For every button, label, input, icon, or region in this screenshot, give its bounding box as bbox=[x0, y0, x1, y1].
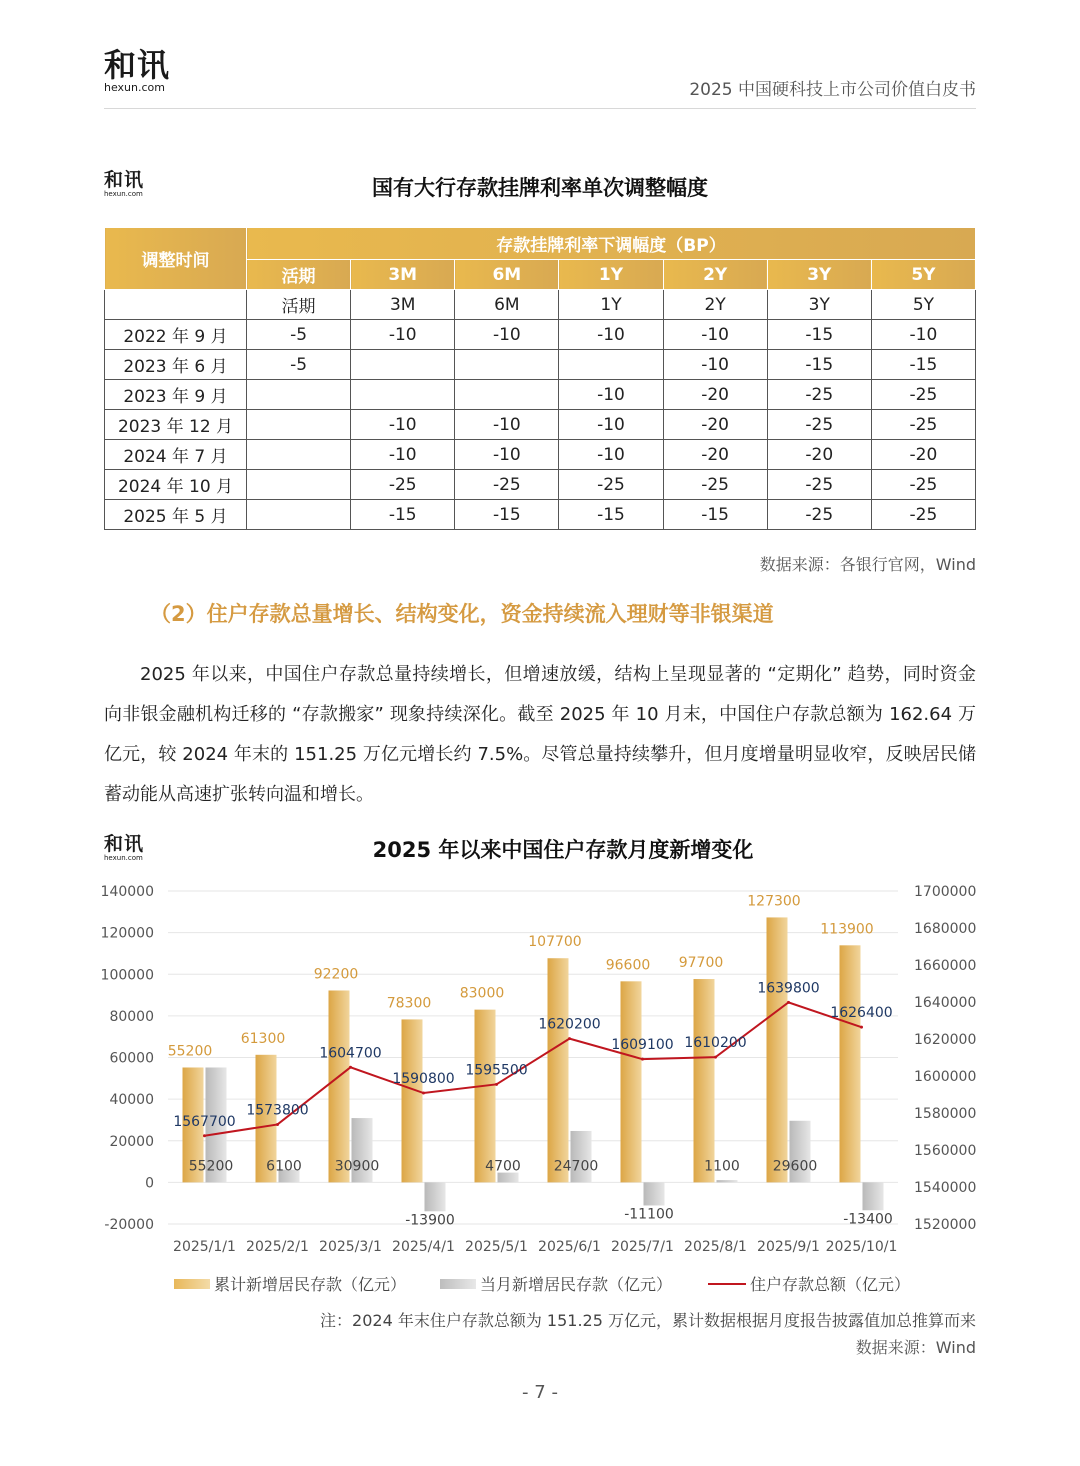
rate-cell: -15 bbox=[559, 500, 663, 530]
label-total: 1567700 bbox=[173, 1113, 236, 1130]
chart-note: 注：2024 年末住户存款总额为 151.25 万亿元，累计数据根据月度报告披露值加总推算而来 bbox=[320, 1311, 976, 1330]
label-total: 1590800 bbox=[392, 1071, 455, 1088]
label-cumulative: 96600 bbox=[605, 957, 651, 974]
right-tick-label: 1660000 bbox=[914, 958, 977, 974]
x-tick-label: 2025/3/1 bbox=[319, 1239, 382, 1255]
table-header-row bbox=[105, 228, 976, 260]
rate-cell: -25 bbox=[559, 470, 663, 500]
legend-swatch-total bbox=[708, 1283, 746, 1285]
x-tick-label: 2025/9/1 bbox=[757, 1239, 820, 1255]
label-cumulative: 97700 bbox=[678, 955, 724, 972]
header-logo bbox=[104, 48, 170, 94]
bar-cumulative bbox=[840, 945, 861, 1182]
point-total bbox=[860, 1026, 863, 1029]
point-total bbox=[568, 1037, 571, 1040]
rate-cell: -25 bbox=[351, 470, 455, 500]
rate-cell: -15 bbox=[351, 500, 455, 530]
rate-cell: -25 bbox=[767, 470, 871, 500]
bar-cumulative bbox=[694, 979, 715, 1182]
label-cumulative: 78300 bbox=[386, 995, 432, 1012]
header-rate-group: 存款挂牌利率下调幅度（BP） bbox=[247, 228, 976, 260]
logo-en: hexun.com bbox=[104, 81, 165, 94]
left-tick-label: 20000 bbox=[109, 1133, 154, 1150]
rate-cell bbox=[559, 350, 663, 380]
rate-cell: 2Y bbox=[663, 290, 767, 320]
label-total: 1639800 bbox=[757, 980, 820, 997]
document-title: 2025 中国硬科技上市公司价值白皮书 bbox=[689, 80, 976, 100]
left-tick-label: 140000 bbox=[100, 884, 154, 900]
table-row bbox=[105, 350, 976, 380]
rate-cell: 3M bbox=[351, 290, 455, 320]
rate-cell: -25 bbox=[871, 500, 975, 530]
right-tick-label: 1620000 bbox=[914, 1032, 977, 1048]
bar-cumulative bbox=[329, 990, 350, 1182]
row-date-cell: 2023 年 9 月 bbox=[105, 380, 247, 410]
rate-cell bbox=[455, 350, 559, 380]
header-col: 3Y bbox=[767, 260, 871, 290]
bar-cumulative bbox=[767, 917, 788, 1182]
rate-cell: -20 bbox=[767, 440, 871, 470]
right-tick-label: 1520000 bbox=[914, 1217, 977, 1233]
label-cumulative: 61300 bbox=[240, 1030, 286, 1047]
x-tick-label: 2025/4/1 bbox=[392, 1239, 455, 1255]
row-date-cell bbox=[105, 290, 247, 320]
chart-logo-cn: 和讯 bbox=[104, 833, 145, 855]
label-total: 1626400 bbox=[830, 1005, 893, 1022]
rate-cell: -25 bbox=[871, 380, 975, 410]
table-row bbox=[105, 320, 976, 350]
x-tick-label: 2025/5/1 bbox=[465, 1239, 528, 1255]
chart-title: 2025 年以来中国住户存款月度新增变化 bbox=[372, 838, 754, 862]
rate-cell: 6M bbox=[455, 290, 559, 320]
header-adjust-time: 调整时间 bbox=[105, 228, 247, 290]
bar-cumulative bbox=[475, 1010, 496, 1183]
table-row bbox=[105, 290, 976, 320]
label-monthly: 55200 bbox=[188, 1158, 234, 1175]
table-row bbox=[105, 440, 976, 470]
rate-cell: -5 bbox=[247, 320, 351, 350]
paragraph-text: 2025 年以来，中国住户存款总量持续增长，但增速放缓，结构上呈现显著的 “定期化” 趋势，同时资金向非银金融机构迁移的 “存款搬家” 现象持续深化。截至 2025 年 10 月末，中国住户存款总额为 162.64 万亿元，较 2024 年末的 151.25 万亿元增长约 7.5%。尽管总量持续攀升，但月度增量明显收窄，反映居民储蓄动能从高速扩张转向温和增长。 bbox=[104, 664, 976, 805]
point-total bbox=[641, 1058, 644, 1061]
rate-cell: -10 bbox=[871, 320, 975, 350]
left-tick-label: 0 bbox=[145, 1175, 154, 1192]
label-total: 1620200 bbox=[538, 1016, 601, 1033]
rate-cell: -25 bbox=[455, 470, 559, 500]
label-monthly: -13400 bbox=[843, 1211, 893, 1228]
label-cumulative: 113900 bbox=[820, 921, 874, 938]
label-monthly: -11100 bbox=[624, 1206, 674, 1223]
header-col: 3M bbox=[351, 260, 455, 290]
bar-cumulative bbox=[621, 981, 642, 1182]
rate-cell: -15 bbox=[767, 350, 871, 380]
rate-cell: -25 bbox=[767, 380, 871, 410]
logo-cn: 和讯 bbox=[104, 46, 171, 84]
bar-monthly bbox=[717, 1180, 738, 1182]
row-date-cell: 2024 年 7 月 bbox=[105, 440, 247, 470]
header-col: 6M bbox=[455, 260, 559, 290]
rate-table bbox=[104, 227, 976, 530]
table-row bbox=[105, 380, 976, 410]
table-logo-cn: 和讯 bbox=[104, 169, 145, 191]
rate-cell: -10 bbox=[351, 320, 455, 350]
rate-cell: -20 bbox=[663, 440, 767, 470]
label-total: 1610200 bbox=[684, 1035, 747, 1052]
right-tick-label: 1580000 bbox=[914, 1106, 977, 1122]
x-tick-label: 2025/8/1 bbox=[684, 1239, 747, 1255]
table-row bbox=[105, 410, 976, 440]
row-date-cell: 2023 年 12 月 bbox=[105, 410, 247, 440]
label-total: 1595500 bbox=[465, 1062, 528, 1079]
left-tick-label: 60000 bbox=[109, 1050, 154, 1067]
label-monthly: 6100 bbox=[266, 1158, 302, 1175]
rate-cell: -15 bbox=[455, 500, 559, 530]
bar-cumulative bbox=[548, 958, 569, 1182]
header-col: 5Y bbox=[871, 260, 975, 290]
rate-cell: 活期 bbox=[247, 290, 351, 320]
left-tick-label: -20000 bbox=[104, 1217, 154, 1233]
header-col: 1Y bbox=[559, 260, 663, 290]
chart-logo-en: hexun.com bbox=[104, 854, 143, 862]
rate-cell bbox=[455, 380, 559, 410]
label-cumulative: 55200 bbox=[167, 1043, 213, 1060]
rate-cell bbox=[351, 350, 455, 380]
rate-cell: -5 bbox=[247, 350, 351, 380]
table-row bbox=[105, 470, 976, 500]
legend-label: 累计新增居民存款（亿元） bbox=[214, 1275, 407, 1294]
rate-cell: -15 bbox=[663, 500, 767, 530]
x-tick-label: 2025/2/1 bbox=[246, 1239, 309, 1255]
label-monthly: 1100 bbox=[704, 1158, 740, 1175]
bar-monthly bbox=[644, 1182, 665, 1205]
label-monthly: -13900 bbox=[405, 1212, 455, 1229]
right-tick-label: 1600000 bbox=[914, 1069, 977, 1085]
x-tick-label: 2025/1/1 bbox=[173, 1239, 236, 1255]
rate-cell: -25 bbox=[767, 500, 871, 530]
label-total: 1573800 bbox=[246, 1102, 309, 1119]
label-cumulative: 107700 bbox=[528, 934, 582, 951]
section-subheading: （2）住户存款总量增长、结构变化，资金持续流入理财等非银渠道 bbox=[150, 602, 774, 626]
right-tick-label: 1540000 bbox=[914, 1180, 977, 1196]
point-total bbox=[495, 1083, 498, 1086]
chart-legend-1 bbox=[174, 1272, 406, 1295]
rate-cell bbox=[351, 380, 455, 410]
x-tick-label: 2025/6/1 bbox=[538, 1239, 601, 1255]
row-date-cell: 2023 年 6 月 bbox=[105, 350, 247, 380]
point-total bbox=[422, 1092, 425, 1095]
right-tick-label: 1680000 bbox=[914, 921, 977, 937]
point-total bbox=[203, 1134, 206, 1137]
left-tick-label: 80000 bbox=[109, 1008, 154, 1025]
legend-label: 当月新增居民存款（亿元） bbox=[480, 1275, 673, 1294]
rate-cell: -10 bbox=[559, 320, 663, 350]
rate-cell: -10 bbox=[663, 350, 767, 380]
bar-monthly bbox=[571, 1131, 592, 1182]
rate-cell bbox=[247, 410, 351, 440]
table-row bbox=[105, 500, 976, 530]
bar-monthly bbox=[863, 1182, 884, 1210]
right-tick-label: 1560000 bbox=[914, 1143, 977, 1159]
chart-legend-2 bbox=[440, 1272, 672, 1295]
label-total: 1604700 bbox=[319, 1045, 382, 1062]
bar-cumulative bbox=[402, 1019, 423, 1182]
rate-cell: -10 bbox=[351, 440, 455, 470]
header-col: 活期 bbox=[247, 260, 351, 290]
rate-cell: -10 bbox=[663, 320, 767, 350]
rate-cell: -10 bbox=[455, 410, 559, 440]
rate-cell: -10 bbox=[455, 440, 559, 470]
rate-cell: -25 bbox=[871, 410, 975, 440]
left-tick-label: 120000 bbox=[100, 925, 154, 942]
rate-cell: 1Y bbox=[559, 290, 663, 320]
rate-cell: 3Y bbox=[767, 290, 871, 320]
rate-cell: 5Y bbox=[871, 290, 975, 320]
right-tick-label: 1640000 bbox=[914, 995, 977, 1011]
label-cumulative: 127300 bbox=[747, 893, 801, 910]
table-source: 数据来源：各银行官网，Wind bbox=[759, 555, 976, 574]
row-date-cell: 2025 年 5 月 bbox=[105, 500, 247, 530]
label-cumulative: 92200 bbox=[313, 966, 359, 983]
point-total bbox=[349, 1066, 352, 1069]
point-total bbox=[714, 1056, 717, 1059]
row-date-cell: 2024 年 10 月 bbox=[105, 470, 247, 500]
label-monthly: 24700 bbox=[553, 1158, 599, 1175]
label-monthly: 30900 bbox=[334, 1158, 380, 1175]
label-total: 1609100 bbox=[611, 1037, 674, 1054]
rate-cell: -20 bbox=[871, 440, 975, 470]
rate-cell: -20 bbox=[663, 410, 767, 440]
point-total bbox=[276, 1123, 279, 1126]
deposit-chart bbox=[0, 870, 1080, 1265]
rate-cell bbox=[247, 380, 351, 410]
rate-cell: -10 bbox=[559, 380, 663, 410]
rate-cell: -20 bbox=[663, 380, 767, 410]
bar-monthly bbox=[425, 1182, 446, 1211]
right-tick-label: 1700000 bbox=[914, 884, 977, 900]
chart-source: 数据来源：Wind bbox=[855, 1338, 976, 1357]
rate-cell: -10 bbox=[455, 320, 559, 350]
rate-cell bbox=[247, 440, 351, 470]
chart-legend-3 bbox=[708, 1272, 910, 1295]
page-number: - 7 - bbox=[522, 1382, 558, 1403]
rate-cell bbox=[247, 470, 351, 500]
left-tick-label: 100000 bbox=[100, 967, 154, 984]
rate-cell: -25 bbox=[663, 470, 767, 500]
label-cumulative: 83000 bbox=[459, 985, 505, 1002]
rate-cell: -15 bbox=[767, 320, 871, 350]
legend-swatch-cumulative bbox=[174, 1279, 210, 1289]
body-paragraph bbox=[104, 655, 976, 815]
legend-label: 住户存款总额（亿元） bbox=[750, 1275, 911, 1294]
left-tick-label: 40000 bbox=[109, 1092, 154, 1109]
x-tick-label: 2025/10/1 bbox=[825, 1239, 898, 1255]
row-date-cell: 2022 年 9 月 bbox=[105, 320, 247, 350]
rate-cell: -10 bbox=[351, 410, 455, 440]
legend-swatch-monthly bbox=[440, 1279, 476, 1289]
table-logo-en: hexun.com bbox=[104, 190, 143, 198]
label-monthly: 29600 bbox=[772, 1158, 818, 1175]
rate-cell: -25 bbox=[767, 410, 871, 440]
rate-cell: -10 bbox=[559, 410, 663, 440]
rate-cell: -10 bbox=[559, 440, 663, 470]
header-col: 2Y bbox=[663, 260, 767, 290]
rate-cell: -15 bbox=[871, 350, 975, 380]
point-total bbox=[787, 1001, 790, 1004]
header-divider bbox=[104, 108, 976, 109]
table-title: 国有大行存款挂牌利率单次调整幅度 bbox=[372, 176, 708, 200]
label-monthly: 4700 bbox=[485, 1158, 521, 1175]
rate-cell bbox=[247, 500, 351, 530]
x-tick-label: 2025/7/1 bbox=[611, 1239, 674, 1255]
rate-cell: -25 bbox=[871, 470, 975, 500]
